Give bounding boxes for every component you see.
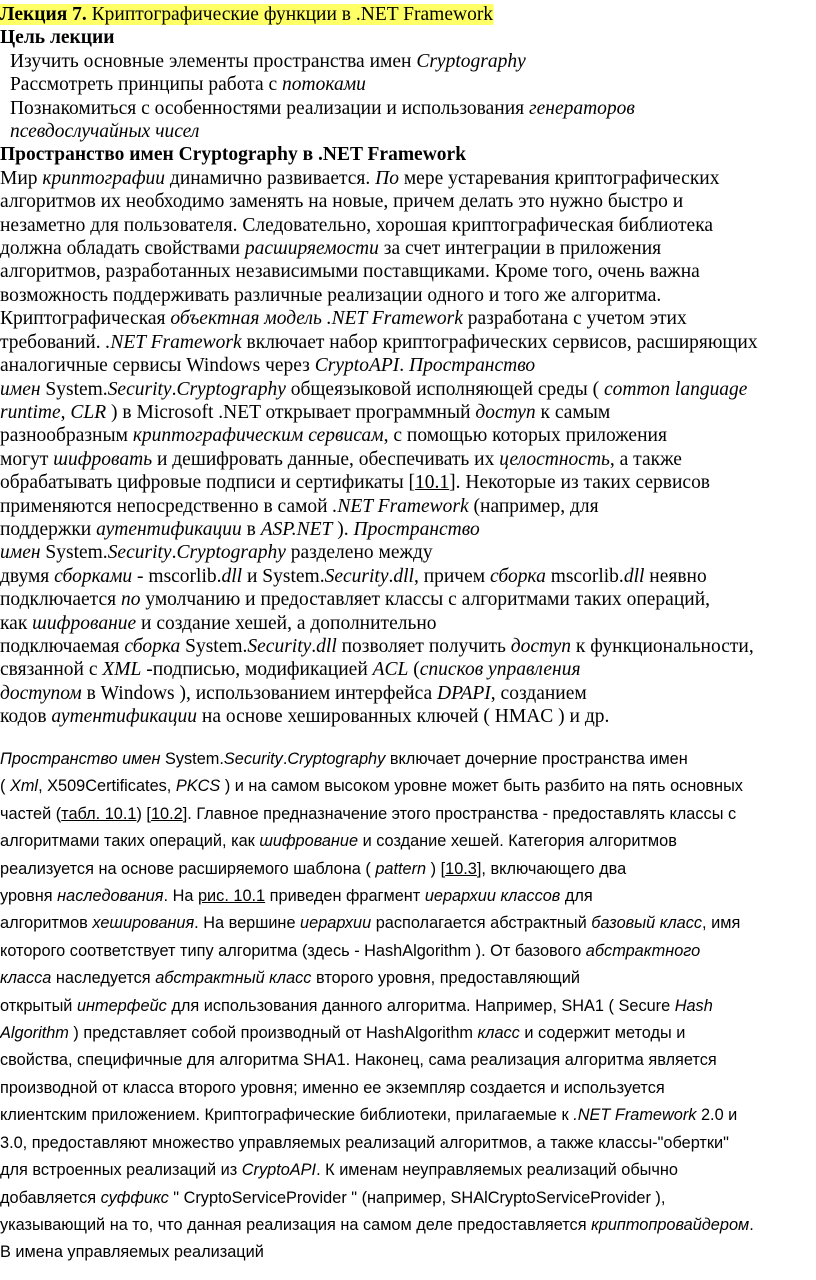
p1-line: Мир криптографии динамично развивается. По мере устаревания криптографических <box>0 167 720 189</box>
p2-line: 3.0, предоставляют множество управляемых реализаций алгоритмов, а также классы-"обертки" <box>0 1133 729 1152</box>
goal-item-2: Рассмотреть принципы работа с потоками <box>9 74 366 96</box>
p2-line: указывающий на то, что данная реализация на самом деле предоставляется криптопровайдером. <box>0 1215 754 1234</box>
p2-line: клиентским приложением. Криптографические библиотеки, прилагаемые к .NET Framework 2.0 и <box>0 1106 738 1125</box>
p1-line: аналогичные сервисы Windows через CryptoAPI. Пространство <box>0 355 536 377</box>
p1-line: двумя сборками - mscorlib.dll и System.Security.dll, причем сборка mscorlib.dll неявно <box>0 565 707 587</box>
p2-line: производной от класса второго уровня; именно ее экземпляр создается и используется <box>0 1078 665 1097</box>
lecture-title <box>0 3 812 26</box>
title-highlight <box>0 4 493 25</box>
p1-line: Криптографическая объектная модель .NET Framework разработана с учетом этих <box>0 308 687 330</box>
p2-line: В имена управляемых реализаций <box>0 1243 264 1262</box>
lecture-topic: Криптографические функции в .NET Framework <box>86 4 494 25</box>
p1-line: обрабатывать цифровые подписи и сертификаты [10.1]. Некоторые из таких сервисов <box>0 472 711 494</box>
p2-line: добавляется суффикс " CryptoServiceProvider " (например, SHAlCryptoServiceProvider ), <box>0 1188 666 1207</box>
p1-line: применяются непосредственно в самой .NET Framework (например, для <box>0 495 599 517</box>
lecture-body-serif <box>0 3 816 729</box>
p2-line: частей (табл. 10.1) [10.2]. Главное предназначение этого пространства - предоставлять классы с <box>0 804 737 823</box>
p1-line: имен System.Security.Cryptography разделено между <box>0 542 433 564</box>
p2-line: ( Xml, X509Certificates, PKCS ) и на самом высоком уровне может быть разбито на пять основных <box>0 777 743 796</box>
p1-line: доступом в Windows ), использованием интерфейса DPAPI, созданием <box>0 682 587 704</box>
p1-line: подключается по умолчанию и предоставляет классы с алгоритмами таких операций, <box>0 589 711 611</box>
p1-line: подключаемая сборка System.Security.dll позволяет получить доступ к функциональности, <box>0 635 754 657</box>
p1-line: связанной с XML -подписью, модификацией ACL (списков управления <box>0 659 581 681</box>
p1-line: кодов аутентификации на основе хешированных ключей ( HMAC ) и др. <box>0 706 610 728</box>
section-heading: Пространство имен Cryptography в .NET Framework <box>0 144 467 166</box>
p2-line: Algorithm ) представляет собой производный от HashAlgorithm класс и содержит методы и <box>0 1024 686 1043</box>
p1-line: алгоритмов их необходимо заменять на новые, причем делать это нужно быстро и <box>0 191 684 213</box>
goal-item-1: Изучить основные элементы пространства имен Cryptography <box>9 50 526 72</box>
p2-line: класса наследуется абстрактный класс второго уровня, предоставляющий <box>0 969 580 988</box>
p1-line: как шифрование и создание хешей, а дополнительно <box>0 612 437 634</box>
p1-line: алгоритмов, разработанных независимыми поставщиками. Кроме того, очень важна <box>0 261 700 283</box>
p2-line: которого соответствует типу алгоритма (здесь - HashAlgorithm ). От базового абстрактного <box>0 941 701 960</box>
goal-item-3-cont: псевдослучайных чисел <box>9 121 200 143</box>
ref-link-10-1[interactable]: 10.1 <box>415 472 450 494</box>
p1-line: разнообразным криптографическим сервисам, с помощью которых приложения <box>0 425 667 447</box>
goal-item-3: Познакомиться с особенностями реализации и использования генераторов <box>9 97 635 119</box>
lecture-number: Лекция 7. <box>0 4 87 25</box>
p1-line: должна обладать свойствами расширяемости за счет интеграции в приложения <box>0 238 662 260</box>
ref-link-10-3[interactable]: 10.3 <box>445 859 477 878</box>
lecture-body-sans <box>0 746 816 1267</box>
p2-line: алгоритмов хеширования. На вершине иерархии располагается абстрактный базовый класс, имя <box>0 914 741 933</box>
figure-link-10-1[interactable]: рис. 10.1 <box>197 887 266 906</box>
p1-line: поддержки аутентификации в ASP.NET ). Пространство <box>0 518 480 540</box>
p1-line: имен System.Security.Cryptography общеязыковой исполняющей среды ( common language <box>0 378 748 400</box>
p2-line: уровня наследования. На рис. 10.1 приведен фрагмент иерархии классов для <box>0 887 593 906</box>
p2-line: алгоритмами таких операций, как шифрование и создание хешей. Категория алгоритмов <box>0 832 677 851</box>
p2-line: открытый интерфейс для использования данного алгоритма. Например, SHA1 ( Secure Hash <box>0 996 713 1015</box>
p2-line: для встроенных реализаций из CryptoAPI. К именам неуправляемых реализаций обычно <box>0 1161 678 1180</box>
p1-line: могут шифровать и дешифровать данные, обеспечивать их целостность, а также <box>0 448 682 470</box>
p1-line: возможность поддерживать различные реализации одного и того же алгоритма. <box>0 284 662 306</box>
p2-line: реализуется на основе расширяемого шаблона ( pattern ) [10.3], включающего два <box>0 859 627 878</box>
p2-line: Пространство имен System.Security.Cryptography включает дочерние пространства имен <box>0 750 688 768</box>
table-link-10-1[interactable]: табл. 10.1 <box>61 804 137 823</box>
ref-link-10-2[interactable]: 10.2 <box>150 804 183 823</box>
p1-line: runtime, CLR ) в Microsoft .NET открывает программный доступ к самым <box>0 401 611 423</box>
p2-line: свойства, специфичные для алгоритма SHA1. Наконец, сама реализация алгоритма является <box>0 1051 717 1070</box>
goals-heading: Цель лекции <box>0 27 115 49</box>
p1-line: незаметно для пользователя. Следовательно, хорошая криптографическая библиотека <box>0 214 714 236</box>
p1-line: требований. .NET Framework включает набор криптографических сервисов, расширяющих <box>0 331 758 353</box>
